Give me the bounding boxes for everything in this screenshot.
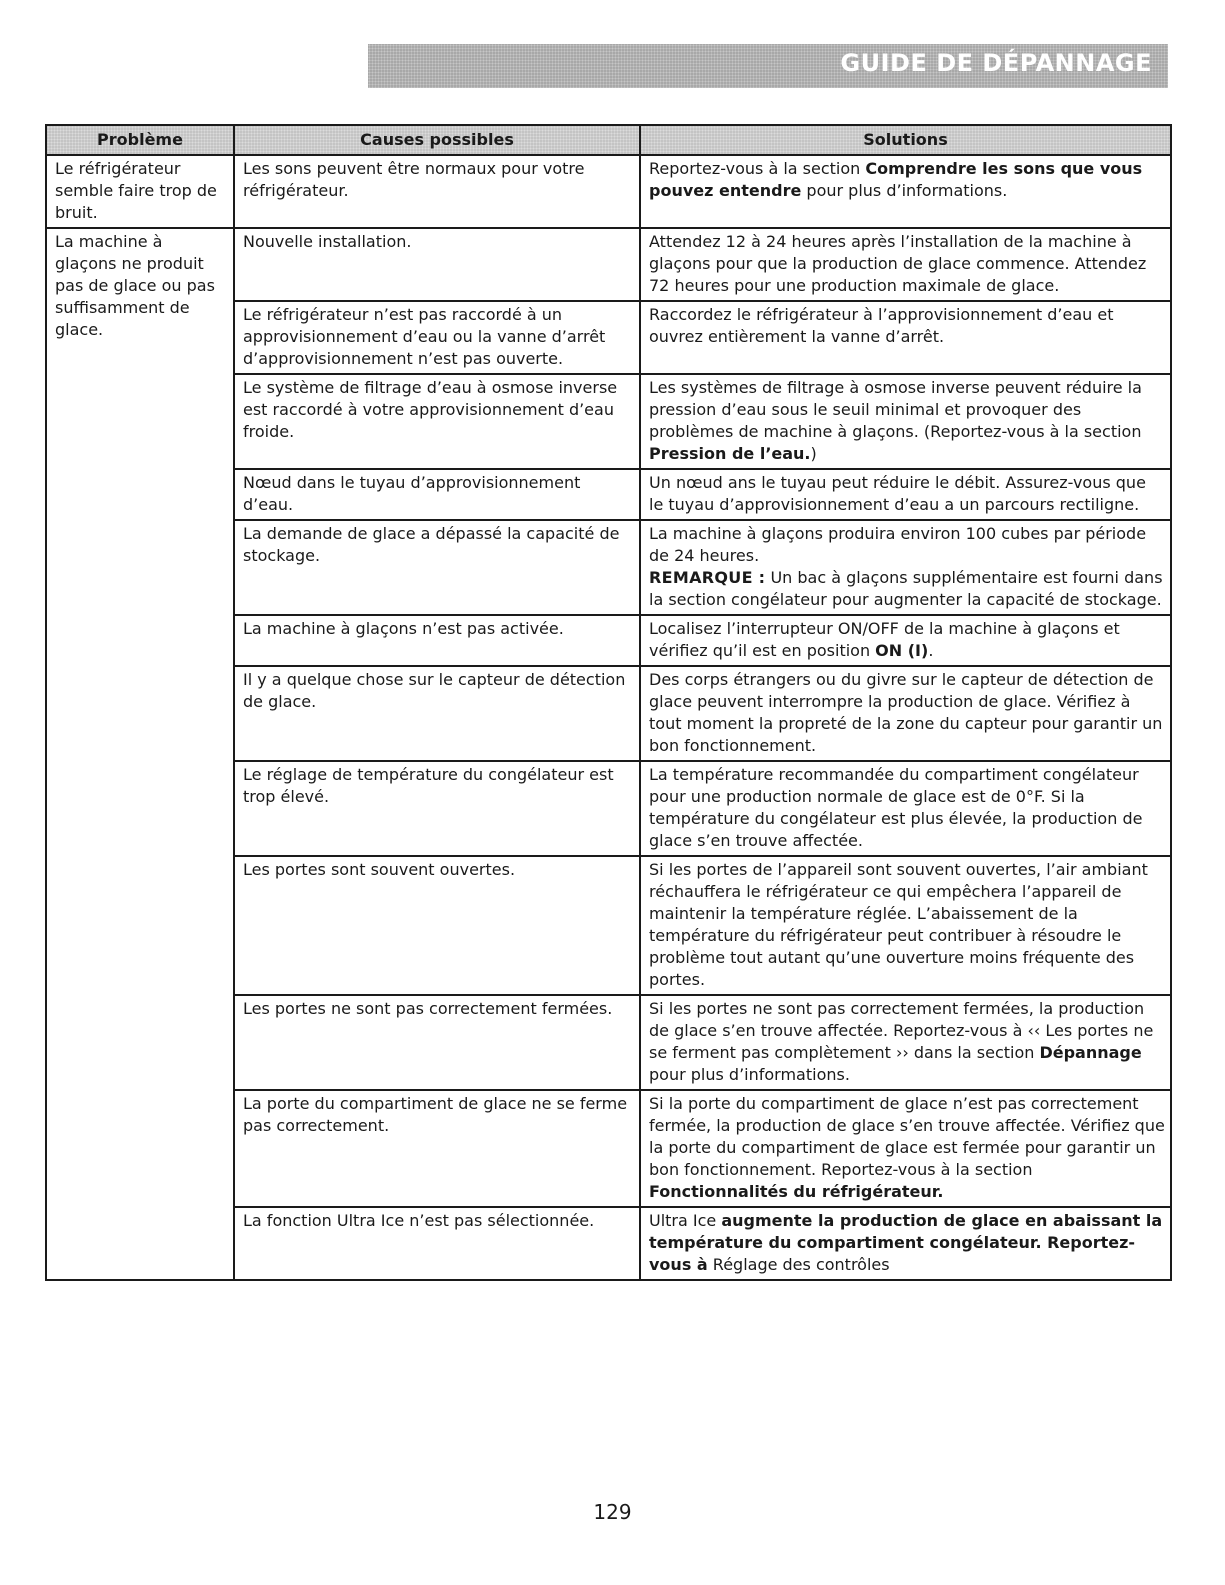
solution-text: Ultra Ice: [649, 1211, 722, 1230]
cause-cell: Les sons peuvent être normaux pour votre réfrigérateur.: [234, 155, 640, 228]
solution-cell: La température recommandée du compartiment congélateur pour une production normale de glace est de 0°F. Si la température du congélateur est plus élevée, la production de glace s’en trouve affectée.: [640, 761, 1171, 856]
solution-cell: [640, 1090, 1171, 1207]
solution-text: Reportez-vous à la section: [649, 159, 866, 178]
note-label: REMARQUE :: [649, 568, 766, 587]
solution-text: Localisez l’interrupteur ON/OFF de la machine à glaçons et vérifiez qu’il est en position: [649, 619, 1120, 660]
table-row: [46, 155, 1171, 228]
solution-cell: [640, 374, 1171, 469]
cause-cell: Nouvelle installation.: [234, 228, 640, 301]
cause-cell: Les portes ne sont pas correctement fermées.: [234, 995, 640, 1090]
section-header-bar: [368, 44, 1168, 88]
solution-text: Réglage des contrôles: [707, 1255, 890, 1274]
cause-cell: La fonction Ultra Ice n’est pas sélectionnée.: [234, 1207, 640, 1280]
cause-cell: Le réfrigérateur n’est pas raccordé à un approvisionnement d’eau ou la vanne d’arrêt d’approvisionnement n’est pas ouverte.: [234, 301, 640, 374]
cause-cell: Les portes sont souvent ouvertes.: [234, 856, 640, 995]
solution-cell: Attendez 12 à 24 heures après l’installation de la machine à glaçons pour que la production de glace commence. Attendez 72 heures pour une production maximale de glace.: [640, 228, 1171, 301]
cause-cell: Nœud dans le tuyau d’approvisionnement d’eau.: [234, 469, 640, 520]
solution-cell: [640, 155, 1171, 228]
cause-cell: Le système de filtrage d’eau à osmose inverse est raccordé à votre approvisionnement d’eau froide.: [234, 374, 640, 469]
solution-text: Les systèmes de filtrage à osmose inverse peuvent réduire la pression d’eau sous le seuil minimal et provoquer des problèmes de machine à glaçons. (Reportez-vous à la section: [649, 378, 1142, 441]
position-label: ON (I): [875, 641, 929, 660]
section-reference: Pression de l’eau.: [649, 444, 811, 463]
solution-text: Si les portes ne sont pas correctement fermées, la production de glace s’en trouve affectée. Reportez-vous à ‹‹ Les portes ne se ferment pas complètement ›› dans la section: [649, 999, 1154, 1062]
header-problem: Problème: [46, 125, 234, 155]
solution-text: .: [928, 641, 934, 660]
cause-cell: La porte du compartiment de glace ne se ferme pas correctement.: [234, 1090, 640, 1207]
cause-cell: Il y a quelque chose sur le capteur de détection de glace.: [234, 666, 640, 761]
solution-cell: Des corps étrangers ou du givre sur le capteur de détection de glace peuvent interrompre la production de glace. Vérifiez à tout moment la propreté de la zone du capteur pour garantir un bon fonctionnement.: [640, 666, 1171, 761]
problem-cell: Le réfrigérateur semble faire trop de bruit.: [46, 155, 234, 228]
solution-emphasis: augmente la production de glace en abaissant la température du compartiment congélateur. Reportez-vous à: [649, 1211, 1163, 1274]
cause-cell: Le réglage de température du congélateur est trop élevé.: [234, 761, 640, 856]
solution-text: La machine à glaçons produira environ 100 cubes par période de 24 heures.: [649, 524, 1147, 565]
solution-cell: [640, 995, 1171, 1090]
solution-text: pour plus d’informations.: [801, 181, 1008, 200]
solution-text: ): [810, 444, 817, 463]
table-header-row: [46, 125, 1171, 155]
section-reference: Fonctionnalités du réfrigérateur.: [649, 1182, 944, 1201]
solution-cell: [640, 615, 1171, 666]
section-title: GUIDE DE DÉPANNAGE: [840, 49, 1152, 77]
solution-cell: [640, 1207, 1171, 1280]
problem-cell: La machine à glaçons ne produit pas de glace ou pas suffisamment de glace.: [46, 228, 234, 1280]
cause-cell: La machine à glaçons n’est pas activée.: [234, 615, 640, 666]
solution-text: pour plus d’informations.: [649, 1065, 850, 1084]
solution-text: Un bac à glaçons supplémentaire est fourni dans la section congélateur pour augmenter la capacité de stockage.: [649, 568, 1163, 609]
solution-cell: [640, 520, 1171, 615]
header-causes: Causes possibles: [234, 125, 640, 155]
solution-cell: Raccordez le réfrigérateur à l’approvisionnement d’eau et ouvrez entièrement la vanne d’arrêt.: [640, 301, 1171, 374]
header-solutions: Solutions: [640, 125, 1171, 155]
solution-cell: Un nœud ans le tuyau peut réduire le débit. Assurez-vous que le tuyau d’approvisionnement d’eau a un parcours rectiligne.: [640, 469, 1171, 520]
troubleshooting-table: [45, 124, 1172, 1281]
page-number: 129: [593, 1500, 632, 1524]
table-row: [46, 228, 1171, 301]
section-reference: Dépannage: [1039, 1043, 1142, 1062]
section-reference: Comprendre les sons que vous pouvez entendre: [649, 159, 1143, 200]
solution-text: Si la porte du compartiment de glace n’est pas correctement fermée, la production de glace s’en trouve affectée. Vérifiez que la porte du compartiment de glace est fermée pour garantir un bon fonctionnement. Reportez-vous à la section: [649, 1094, 1165, 1179]
cause-cell: La demande de glace a dépassé la capacité de stockage.: [234, 520, 640, 615]
solution-cell: Si les portes de l’appareil sont souvent ouvertes, l’air ambiant réchauffera le réfrigérateur ce qui empêchera l’appareil de maintenir la température réglée. L’abaissement de la température du réfrigérateur peut contribuer à résoudre le problème tout autant qu’une ouverture moins fréquente des portes.: [640, 856, 1171, 995]
